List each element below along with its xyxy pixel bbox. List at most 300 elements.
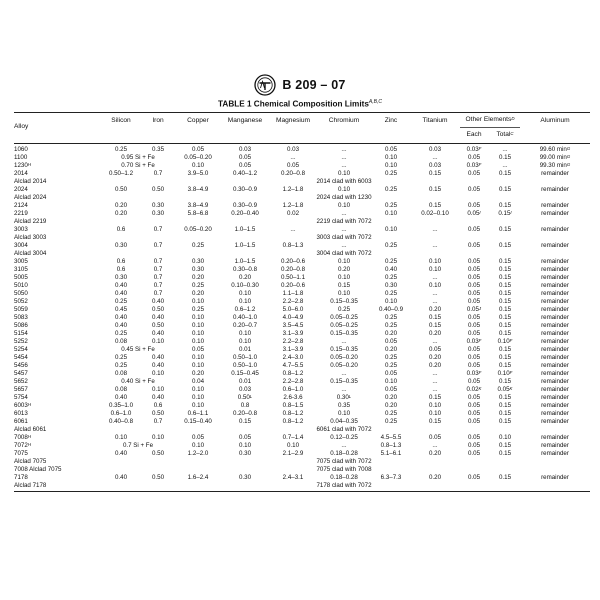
cell-alloy-value: 5456: [14, 362, 28, 369]
cell-cu: [175, 370, 221, 378]
cell-each-value: 0.05: [467, 314, 481, 321]
cell-zn-value: 0.25: [384, 322, 398, 329]
cell-mg-value: 0.8–1.2: [282, 370, 304, 377]
table-row: [14, 162, 590, 170]
cell-si: [101, 258, 141, 266]
cell-alloy: [14, 474, 28, 482]
table-row: [14, 410, 590, 418]
cell-clad-note-value: 3003 clad with 7072: [316, 234, 372, 241]
cell-each-value: 0.03: [466, 338, 479, 345]
cell-cr: [317, 306, 371, 314]
cell-cu-value: 0.10: [191, 362, 205, 369]
cell-total: [489, 298, 521, 306]
cell-total: [489, 154, 521, 162]
table-row: [14, 354, 590, 362]
table-row: [14, 330, 590, 338]
table-row: [14, 234, 590, 242]
cell-total: [489, 210, 521, 218]
cell-ti: [411, 386, 459, 394]
cell-mg: [269, 450, 317, 458]
cell-alloy-value: 3003: [14, 226, 28, 233]
cell-si-value: 0.40–0.8: [108, 418, 134, 425]
cell-fe-value: 0.7: [153, 170, 163, 177]
cell-cu: [175, 338, 221, 346]
cell-zn-value: 0.10: [384, 162, 398, 169]
cell-total-value: 0.15: [498, 258, 512, 265]
cell-alloy-value: 1100: [14, 154, 28, 161]
cell-mn-value: 0.20–0.8: [232, 410, 258, 417]
cell-cu: [175, 346, 221, 354]
cell-al: [521, 154, 589, 162]
cell-total-value: 0.15: [498, 402, 512, 409]
col-header-each: Each: [466, 131, 482, 138]
cell-each: [459, 442, 489, 450]
cell-clad-note: [214, 218, 474, 226]
cell-mn-value: 1.0–1.5: [234, 226, 256, 233]
cell-mg-value: 0.20–0.8: [280, 266, 306, 273]
table-row: [14, 386, 590, 394]
table-row: [14, 186, 590, 194]
cell-each: [459, 258, 489, 266]
cell-each: [459, 330, 489, 338]
cell-ti-value: 0.03: [428, 162, 442, 169]
cell-alloy: [14, 250, 46, 258]
cell-si: [101, 410, 141, 418]
cell-cu-value: 0.05–0.20: [184, 226, 212, 233]
cell-zn: [371, 322, 411, 330]
cell-si-value: 0.25: [114, 330, 128, 337]
cell-alloy-value: 5010: [14, 282, 28, 289]
col-header-copper: Copper: [187, 117, 209, 124]
cell-mg-value: 0.20–0.8: [280, 170, 306, 177]
cell-mn: [221, 402, 269, 410]
cell-cu: [175, 378, 221, 386]
cell-each: [459, 338, 489, 346]
cell-alloy-value: 3105: [14, 266, 28, 273]
cell-cu: [175, 282, 221, 290]
cell-zn: [371, 258, 411, 266]
cell-al: [521, 242, 589, 250]
cell-each: [459, 450, 489, 458]
cell-each: [459, 290, 489, 298]
cell-alloy: [14, 162, 31, 170]
cell-alloy-value: 5652: [14, 378, 28, 385]
cell-si-plus-fe: [101, 162, 175, 170]
cell-mg-value: 2.4–3.0: [282, 354, 304, 361]
cell-mn: [221, 298, 269, 306]
cell-alloy-value: 5086: [14, 322, 28, 329]
cell-al: [521, 370, 589, 378]
cell-cr: [317, 386, 371, 394]
cell-alloy-value: 7008 Alclad 7075: [14, 466, 62, 473]
cell-alloy: [14, 362, 28, 370]
cell-cr: [317, 410, 371, 418]
cell-cr: [317, 418, 371, 426]
cell-total: [489, 186, 521, 194]
cell-zn: [371, 394, 411, 402]
cell-mg: [269, 210, 317, 218]
cell-mg: [269, 338, 317, 346]
cell-zn: [371, 386, 411, 394]
table-row: [14, 466, 590, 474]
cell-ti: [411, 410, 459, 418]
cell-mg-value: 1.1–1.8: [282, 290, 304, 297]
cell-cu: [175, 290, 221, 298]
col-header-magnesium: Magnesium: [275, 117, 311, 124]
cell-alloy: [14, 418, 28, 426]
cell-zn-value: 0.25: [384, 290, 398, 297]
cell-total-value: 0.15: [498, 354, 512, 361]
cell-ti: [411, 418, 459, 426]
cell-alloy-footnote: H: [27, 434, 31, 439]
cell-alloy: [14, 194, 46, 202]
cell-mn-value: 0.10: [238, 442, 252, 449]
cell-fe-value: 0.50: [151, 474, 165, 481]
cell-al-value: remainder: [541, 202, 569, 209]
cell-alloy-value: 1060: [14, 146, 28, 153]
cell-total: [489, 274, 521, 282]
table-row: [14, 394, 590, 402]
cell-clad-note: [214, 234, 474, 242]
cell-mg: [269, 290, 317, 298]
cell-mn-value: 0.15: [238, 418, 252, 425]
cell-ti-value: ...: [432, 338, 438, 345]
cell-each: [459, 322, 489, 330]
cell-zn: [371, 402, 411, 410]
cell-alloy-value: Alclad 2024: [14, 194, 47, 201]
cell-alloy: [14, 482, 46, 490]
cell-mn-value: 0.01: [238, 346, 252, 353]
cell-zn-value: 0.05: [384, 146, 398, 153]
cell-mn: [221, 434, 269, 442]
cell-cu: [175, 394, 221, 402]
cell-fe-value: 0.40: [151, 330, 165, 337]
col-header-total: [489, 131, 521, 138]
cell-al: [521, 338, 589, 346]
cell-cu: [175, 266, 221, 274]
cell-each-footnote: F: [478, 338, 482, 343]
cell-al-value: remainder: [541, 306, 569, 313]
cell-ti-value: ...: [432, 386, 438, 393]
table-row: [14, 170, 590, 178]
cell-ti-value: 0.15: [428, 314, 442, 321]
cell-clad-note: [214, 466, 474, 474]
cell-each-value: 0.05: [467, 354, 481, 361]
cell-alloy: [14, 426, 46, 434]
cell-each-value: 0.05: [466, 306, 479, 313]
cell-mn-value: 0.30: [238, 474, 252, 481]
cell-cu-value: 0.10: [191, 386, 205, 393]
table-row: [14, 210, 590, 218]
cell-each: [459, 298, 489, 306]
cell-mg: [269, 186, 317, 194]
cell-alloy: [14, 298, 28, 306]
cell-si-plus-fe-value: 0.7 Si + Fe: [122, 442, 154, 449]
cell-cr: [317, 210, 371, 218]
cell-zn: [371, 330, 411, 338]
cell-ti-value: ...: [432, 442, 438, 449]
cell-si: [101, 298, 141, 306]
cell-al: [521, 354, 589, 362]
cell-alloy: [14, 394, 28, 402]
cell-mn: [221, 378, 269, 386]
cell-mn: [221, 474, 269, 482]
cell-fe-value: 0.7: [153, 290, 163, 297]
cell-ti: [411, 290, 459, 298]
cell-fe-value: 0.50: [151, 450, 165, 457]
table-row: [14, 370, 590, 378]
cell-fe-value: 0.10: [151, 338, 165, 345]
cell-each: [459, 306, 489, 314]
cell-cu: [175, 186, 221, 194]
cell-total: [489, 162, 521, 170]
cell-ti: [411, 434, 459, 442]
cell-ti: [411, 274, 459, 282]
cell-zn: [371, 226, 411, 234]
cell-mn: [221, 202, 269, 210]
cell-total-value: ...: [502, 146, 508, 153]
cell-each-value: 0.03: [466, 370, 479, 377]
cell-mg-value: 0.8–1.5: [282, 402, 304, 409]
cell-total-value: 0.15: [498, 322, 512, 329]
cell-al-footnote: G: [566, 154, 571, 159]
cell-cr-value: 0.15–0.35: [330, 330, 358, 337]
cell-cu-value: 0.10: [191, 298, 205, 305]
cell-alloy: [14, 354, 28, 362]
cell-al-value: remainder: [541, 394, 569, 401]
cell-al: [521, 314, 589, 322]
cell-total: [489, 290, 521, 298]
cell-al: [521, 266, 589, 274]
cell-cu: [175, 306, 221, 314]
cell-zn: [371, 418, 411, 426]
table-row: [14, 218, 590, 226]
cell-each-value: 0.05: [467, 346, 481, 353]
cell-each-value: 0.05: [467, 298, 481, 305]
cell-cu-value: 0.10: [191, 162, 205, 169]
cell-total: [489, 418, 521, 426]
cell-cu: [175, 362, 221, 370]
cell-cu-value: 0.04: [191, 378, 205, 385]
cell-each-value: 0.05: [467, 226, 481, 233]
cell-zn: [371, 274, 411, 282]
cell-si: [101, 266, 141, 274]
cell-mn-value: 0.03: [238, 146, 252, 153]
table-row: [14, 482, 590, 490]
cell-cr-value: 0.10: [337, 258, 351, 265]
cell-alloy: [14, 146, 28, 154]
cell-ti: [411, 474, 459, 482]
cell-mn-value: 0.20–0.40: [231, 210, 259, 217]
astm-logo-icon: [254, 74, 276, 96]
cell-cr-value: 0.15–0.35: [330, 298, 358, 305]
cell-total-value: 0.15: [498, 186, 512, 193]
cell-clad-note: [214, 178, 474, 186]
cell-cu: [175, 210, 221, 218]
cell-al: [521, 434, 589, 442]
cell-each-footnote: F: [478, 146, 482, 151]
cell-al: [521, 402, 589, 410]
cell-each-footnote: I: [479, 210, 481, 215]
cell-ti: [411, 362, 459, 370]
cell-total-value: 0.15: [498, 306, 512, 313]
cell-si-value: 0.20: [114, 210, 128, 217]
cell-alloy: [14, 458, 46, 466]
cell-mg: [269, 378, 317, 386]
cell-si-value: 0.25: [114, 354, 128, 361]
cell-cr-value: 0.10: [337, 290, 351, 297]
cell-zn-value: 0.40–0.9: [378, 306, 404, 313]
cell-mg-value: 0.20–0.6: [280, 282, 306, 289]
cell-cu-value: 0.30: [191, 266, 205, 273]
cell-mg: [269, 146, 317, 154]
cell-si-value: 0.40: [114, 450, 128, 457]
cell-cu-value: 5.8–6.8: [187, 210, 209, 217]
cell-mg: [269, 330, 317, 338]
cell-mg: [269, 354, 317, 362]
cell-al: [521, 258, 589, 266]
cell-each-value: 0.05: [467, 362, 481, 369]
cell-mg: [269, 202, 317, 210]
cell-mn-value: 1.0–1.5: [234, 242, 256, 249]
cell-each: [459, 410, 489, 418]
cell-zn: [371, 146, 411, 154]
cell-zn-value: 0.25: [384, 202, 398, 209]
cell-each: [459, 146, 489, 154]
cell-cu: [175, 154, 221, 162]
cell-total: [489, 338, 521, 346]
cell-ti-value: 0.10: [428, 258, 442, 265]
cell-alloy-footnote: H: [27, 162, 31, 167]
table-row: [14, 474, 590, 482]
cell-cu: [175, 274, 221, 282]
cell-cr: [317, 338, 371, 346]
cell-zn-value: 0.05: [384, 370, 398, 377]
cell-cr: [317, 346, 371, 354]
cell-ti-value: 0.20: [428, 306, 442, 313]
cell-al-value: remainder: [541, 370, 569, 377]
cell-alloy-value: 7072: [14, 442, 28, 449]
cell-cr: [317, 274, 371, 282]
cell-si: [101, 306, 141, 314]
cell-cu: [175, 354, 221, 362]
col-header-chromium: Chromium: [328, 117, 360, 124]
cell-cr: [317, 266, 371, 274]
cell-mn-value: 0.05: [238, 434, 252, 441]
cell-alloy-value: 5252: [14, 338, 28, 345]
cell-total: [489, 314, 521, 322]
cell-si-value: 0.40: [114, 394, 128, 401]
cell-ti-value: 0.15: [428, 202, 442, 209]
cell-zn-value: 0.10: [384, 210, 398, 217]
cell-ti-value: 0.15: [428, 418, 442, 425]
cell-cr: [317, 314, 371, 322]
cell-cr: [317, 154, 371, 162]
col-header-silicon: Silicon: [111, 117, 131, 124]
cell-si-value: 0.10: [114, 434, 128, 441]
cell-cu-value: 0.20: [191, 370, 205, 377]
cell-mn-value: 0.01: [238, 378, 252, 385]
standard-designation: B 209 – 07: [282, 78, 346, 92]
cell-al: [521, 298, 589, 306]
cell-fe: [141, 338, 175, 346]
cell-cr-value: 0.18–0.28: [330, 450, 358, 457]
cell-mn-value: 0.30: [238, 450, 252, 457]
cell-alloy: [14, 370, 28, 378]
cell-fe-value: 0.7: [153, 418, 163, 425]
cell-si-value: 0.25: [114, 146, 128, 153]
cell-cu: [175, 386, 221, 394]
cell-ti-value: 0.15: [428, 170, 442, 177]
cell-al: [521, 162, 589, 170]
cell-cu-value: 3.8–4.9: [187, 202, 209, 209]
cell-ti-value: 0.05: [428, 434, 442, 441]
cell-clad-note: [214, 250, 474, 258]
cell-fe: [141, 354, 175, 362]
table-bottom-rule: [14, 491, 590, 492]
cell-fe: [141, 186, 175, 194]
cell-mn-value: 0.10–0.30: [231, 282, 259, 289]
cell-alloy-value: 5657: [14, 386, 28, 393]
cell-ti: [411, 226, 459, 234]
cell-fe-value: 0.7: [153, 282, 163, 289]
cell-each-value: 0.05: [467, 282, 481, 289]
table-title-text: TABLE 1 Chemical Composition Limits: [218, 99, 369, 109]
cell-each-value: 0.05: [467, 242, 481, 249]
cell-si-value: 0.6–1.0: [110, 410, 132, 417]
cell-cr: [317, 434, 371, 442]
cell-fe: [141, 210, 175, 218]
cell-cr-value: 0.15: [337, 282, 351, 289]
cell-zn: [371, 354, 411, 362]
other-elements-rule: [460, 127, 520, 128]
cell-mg: [269, 266, 317, 274]
cell-cu: [175, 410, 221, 418]
cell-alloy-value: 3005: [14, 258, 28, 265]
cell-cu-value: 0.20: [191, 290, 205, 297]
cell-cr: [317, 290, 371, 298]
table-row: [14, 282, 590, 290]
cell-si-plus-fe: [101, 154, 175, 162]
cell-each: [459, 474, 489, 482]
cell-cu-value: 0.25: [191, 282, 205, 289]
cell-fe: [141, 394, 175, 402]
cell-si-value: 0.40: [114, 282, 128, 289]
cell-alloy-value: Alclad 3003: [14, 234, 47, 241]
cell-total-footnote: F: [509, 338, 513, 343]
table-row: [14, 226, 590, 234]
cell-cu-value: 0.15–0.40: [184, 418, 212, 425]
cell-mg-value: ...: [290, 154, 296, 161]
cell-each-value: 0.03: [466, 146, 479, 153]
cell-si-value: 0.50: [114, 186, 128, 193]
cell-each-value: 0.05: [467, 450, 481, 457]
cell-total-value: 0.15: [498, 394, 512, 401]
cell-cr: [317, 162, 371, 170]
cell-zn-value: 0.25: [384, 170, 398, 177]
cell-si: [101, 202, 141, 210]
table-row: [14, 250, 590, 258]
cell-each-value: 0.05: [467, 418, 481, 425]
cell-clad-note-value: 7075 clad with 7008: [316, 466, 372, 473]
table-title: [0, 99, 600, 109]
cell-fe-value: 0.30: [151, 202, 165, 209]
cell-cu: [175, 330, 221, 338]
cell-ti: [411, 370, 459, 378]
cell-cr: [317, 394, 371, 402]
cell-mn: [221, 442, 269, 450]
cell-cu-value: 0.05–0.20: [184, 154, 212, 161]
